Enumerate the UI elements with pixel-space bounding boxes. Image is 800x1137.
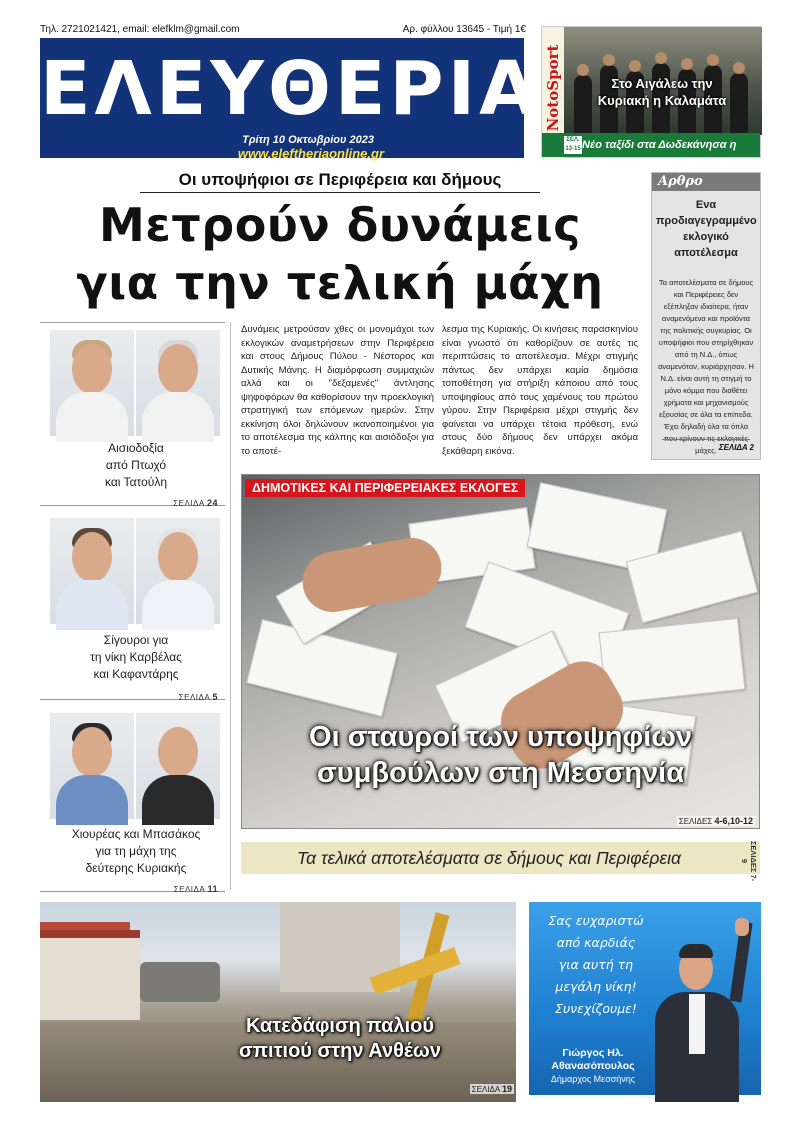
masthead[interactable] (40, 38, 541, 161)
article-headline: Ενα προδιαγεγραμμένο εκλογικό αποτέλεσμα (656, 199, 757, 259)
demolition-headline: Κατεδάφιση παλιού σπιτιού στην Ανθέων (239, 1015, 441, 1062)
lead-headline[interactable]: Μετρούν δυνάμεις για την τελική μάχη (76, 198, 604, 310)
mayor-thank-you-ad[interactable] (529, 902, 761, 1095)
ballot-photo[interactable] (241, 474, 760, 829)
lead-body-column-1: Δυνάμεις μετρούσαν χθες οι μονομάχοι των εκλογικών αναμετρήσεων στην Περιφέρεια και στους Δήμους Πύλου - Νέστορος και Δυτικής Μάνης. Η διαμόρφωση συμμαχιών αλλά και οι "δεξαμενές" άντλησης ψηφοφόρων θα καθορίσουν την προεκλογική στρατηγική των επόμενων ημερών. Στην εκκίνηση όλοι δηλώνουν ικανοποιημένοι για το αποτέλεσμα της κάλπης και αισιόδοξοι για το αποτέ- (241, 324, 434, 457)
demolition-page: ΣΕΛΙΔΑ 19 (471, 1084, 512, 1094)
contact-line: Τηλ. 2721021421, email: elefklm@gmail.com (40, 24, 240, 35)
opinion-article-box[interactable] (651, 172, 761, 460)
hand-left (298, 533, 446, 616)
results-banner[interactable] (241, 840, 760, 882)
newspaper-logo: ΕΛΕΥΘΕΡΙΑ (40, 46, 541, 132)
lead-body-column-2: λεσμα της Κυριακής. Οι κινήσεις παρασκηνίου είναι γνωστό ότι καθορίζουν σε αυτές τις περιπτώσεις το αποτέλεσμα. Μέχρι στιγμής πάντως δεν υπάρχει καμία δημόσια τοποθέτηση για στήριξη κάποιου από τους υποψηφίους από τους χαμένους του πρώτου γύρου. Στην Περιφέρεια μέχρι στιγμής δεν φαίνεται να υπάρχει τέτοια πρόθεση, ενώ στους δύο δήμους δεν υπάρχει ακόμα ξεκάθαρη εικόνα. (442, 324, 638, 457)
sport-subline: ΣΕΛ. 13-15 Νέο ταξίδι στα Δωδεκάνησα η Ερανη (542, 133, 760, 157)
article-tag: Αρθρο (652, 173, 760, 191)
issue-date: Τρίτη 10 Οκτωβρίου 2023 (242, 134, 374, 146)
left-item-1-caption[interactable]: Αισιοδοξία από Πτωχό και Τατούλη (104, 441, 167, 489)
portrait-chioureas (50, 713, 134, 819)
results-pages: ΣΕΛΙΔΕΣ 7-9 (740, 840, 758, 882)
left-item-3-page: ΣΕΛΙΔΑ 11 (173, 884, 218, 894)
portrait-basakos (136, 713, 220, 819)
elections-tag: ΔΗΜΟΤΙΚΕΣ ΚΑΙ ΠΕΡΙΦΕΡΕΙΑΚΕΣ ΕΚΛΟΓΕΣ (245, 479, 525, 497)
notosport-label: NotoSport (542, 27, 564, 159)
ad-message: Σας ευχαριστώ από καρδιάς για αυτή τη μεγάλη νίκη! Συνεχίζουμε! (548, 913, 644, 1016)
main-photo-pages: ΣΕΛΙΔΕΣ 4-6,10-12 (678, 816, 753, 826)
left-item-1-page: ΣΕΛΙΔΑ 24 (173, 498, 218, 508)
sport-headline: Στο Αιγάλεω την Κυριακή η Καλαμάτα (597, 76, 727, 108)
results-text: Τα τελικά αποτελέσματα σε δήμους και Περιφέρεια (297, 848, 681, 868)
sport-teaser[interactable] (541, 26, 761, 175)
demolition-photo[interactable] (40, 902, 516, 1095)
portrait-ptochos (50, 330, 134, 436)
portrait-karvelas (50, 518, 134, 624)
portrait-tatoulis (136, 330, 220, 436)
website-link[interactable]: www.eleftheriaonline.gr (237, 146, 384, 161)
main-photo-headline: Οι σταυροί των υποψηφίων συμβούλων στη Μεσσηνία (309, 721, 692, 789)
left-item-2-caption[interactable]: Σίγουροι για τη νίκη Καρβέλας και Καφαντάρης (90, 633, 182, 681)
mayor-name: Γιώργος Ηλ. Αθανασόπουλος (551, 1047, 635, 1072)
lead-kicker: Οι υποψήφιοι σε Περιφέρεια και δήμους (140, 170, 540, 193)
sport-page-ref: ΣΕΛ. 13-15 (565, 137, 581, 152)
mayor-figure (649, 922, 759, 1095)
article-page-ref: ΣΕΛΙΔΑ 2 (718, 443, 754, 452)
article-body: Τα αποτελέσματα σε δήμους και Περιφέρειες δεν εξέπληξαν ιδιαίτερα, ήταν αναμενόμενα και προϊόντα της πολιτικής συγκυρίας. Οι υποψήφιοι που στηρίχθηκαν από τη Ν.Δ., όπως αναμενόταν, κυριάρχησαν. Η Ν.Δ. είναι αυτή τη στιγμή το μόνο κόμμα που διαθέτει χρήματα και μηχανισμούς εξουσίας σε όλα τα επίπεδα. Έχει δηλαδή όλα τα όπλα που κρίνουν τις εκλογικές μάχες. (658, 278, 754, 455)
mayor-title: Δήμαρχος Μεσσήνης (550, 1074, 636, 1084)
portrait-kafantaris (136, 518, 220, 624)
left-item-3-caption[interactable]: Χιουρέας και Μπασάκος για τη μάχη της δεύτερης Κυριακής (71, 827, 201, 875)
left-item-2-page: ΣΕΛΙΔΑ 5 (178, 692, 218, 702)
issue-price: Αρ. φύλλου 13645 - Τιμή 1€ (402, 24, 526, 35)
